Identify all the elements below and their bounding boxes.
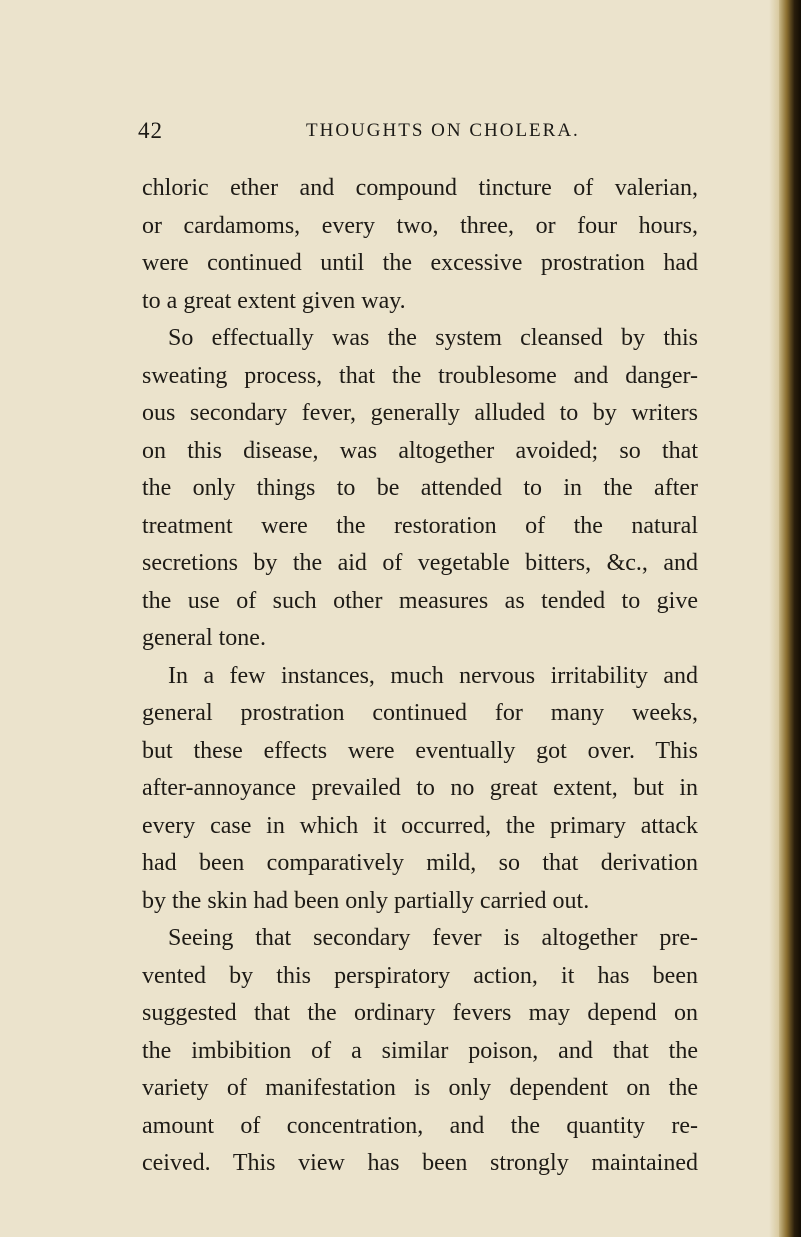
text-line: amount of concentration, and the quantity re- bbox=[142, 1112, 698, 1139]
text-line: suggested that the ordinary fevers may depend on bbox=[142, 1000, 698, 1026]
running-head: THOUGHTS ON CHOLERA. bbox=[306, 120, 580, 141]
text-line: but these effects were eventually got over. This bbox=[142, 737, 698, 764]
text-line: or cardamoms, every two, three, or four hours, bbox=[142, 212, 698, 239]
text-line: variety of manifestation is only dependent on the bbox=[142, 1075, 698, 1101]
text-line: So effectually was the system cleansed by this bbox=[168, 325, 698, 351]
text-line: treatment were the restoration of the natural bbox=[142, 512, 698, 539]
text-line: sweating process, that the troublesome and danger- bbox=[142, 362, 698, 389]
book-spine-edge bbox=[779, 0, 801, 1237]
text-line: were continued until the excessive prostration had bbox=[142, 250, 698, 276]
text-line: ous secondary fever, generally alluded to by writers bbox=[142, 400, 698, 426]
text-line: In a few instances, much nervous irritability and bbox=[168, 662, 698, 689]
text-line: the only things to be attended to in the after bbox=[142, 475, 698, 501]
text-line: chloric ether and compound tincture of valerian, bbox=[142, 175, 698, 201]
text-line: vented by this perspiratory action, it has been bbox=[142, 962, 698, 989]
body-text bbox=[142, 170, 698, 1183]
text-line: the imbibition of a similar poison, and that the bbox=[142, 1037, 698, 1064]
text-line: by the skin had been only partially carried out. bbox=[142, 887, 590, 914]
text-line: the use of such other measures as tended to give bbox=[142, 587, 698, 614]
text-line: ceived. This view has been strongly maintained bbox=[142, 1150, 698, 1176]
text-line: Seeing that secondary fever is altogether pre- bbox=[168, 925, 698, 951]
text-line: to a great extent given way. bbox=[142, 287, 406, 314]
page-number: 42 bbox=[138, 118, 163, 143]
text-line: general prostration continued for many weeks, bbox=[142, 700, 698, 726]
text-line: on this disease, was altogether avoided; so that bbox=[142, 437, 698, 464]
text-line: after-annoyance prevailed to no great extent, but in bbox=[142, 775, 698, 801]
text-line: general tone. bbox=[142, 625, 266, 651]
page-header bbox=[138, 118, 698, 148]
page-edge-shadow bbox=[769, 0, 779, 1237]
text-line: had been comparatively mild, so that derivation bbox=[142, 850, 698, 876]
text-line: every case in which it occurred, the primary attack bbox=[142, 812, 698, 839]
text-line: secretions by the aid of vegetable bitters, &c., and bbox=[142, 550, 698, 576]
